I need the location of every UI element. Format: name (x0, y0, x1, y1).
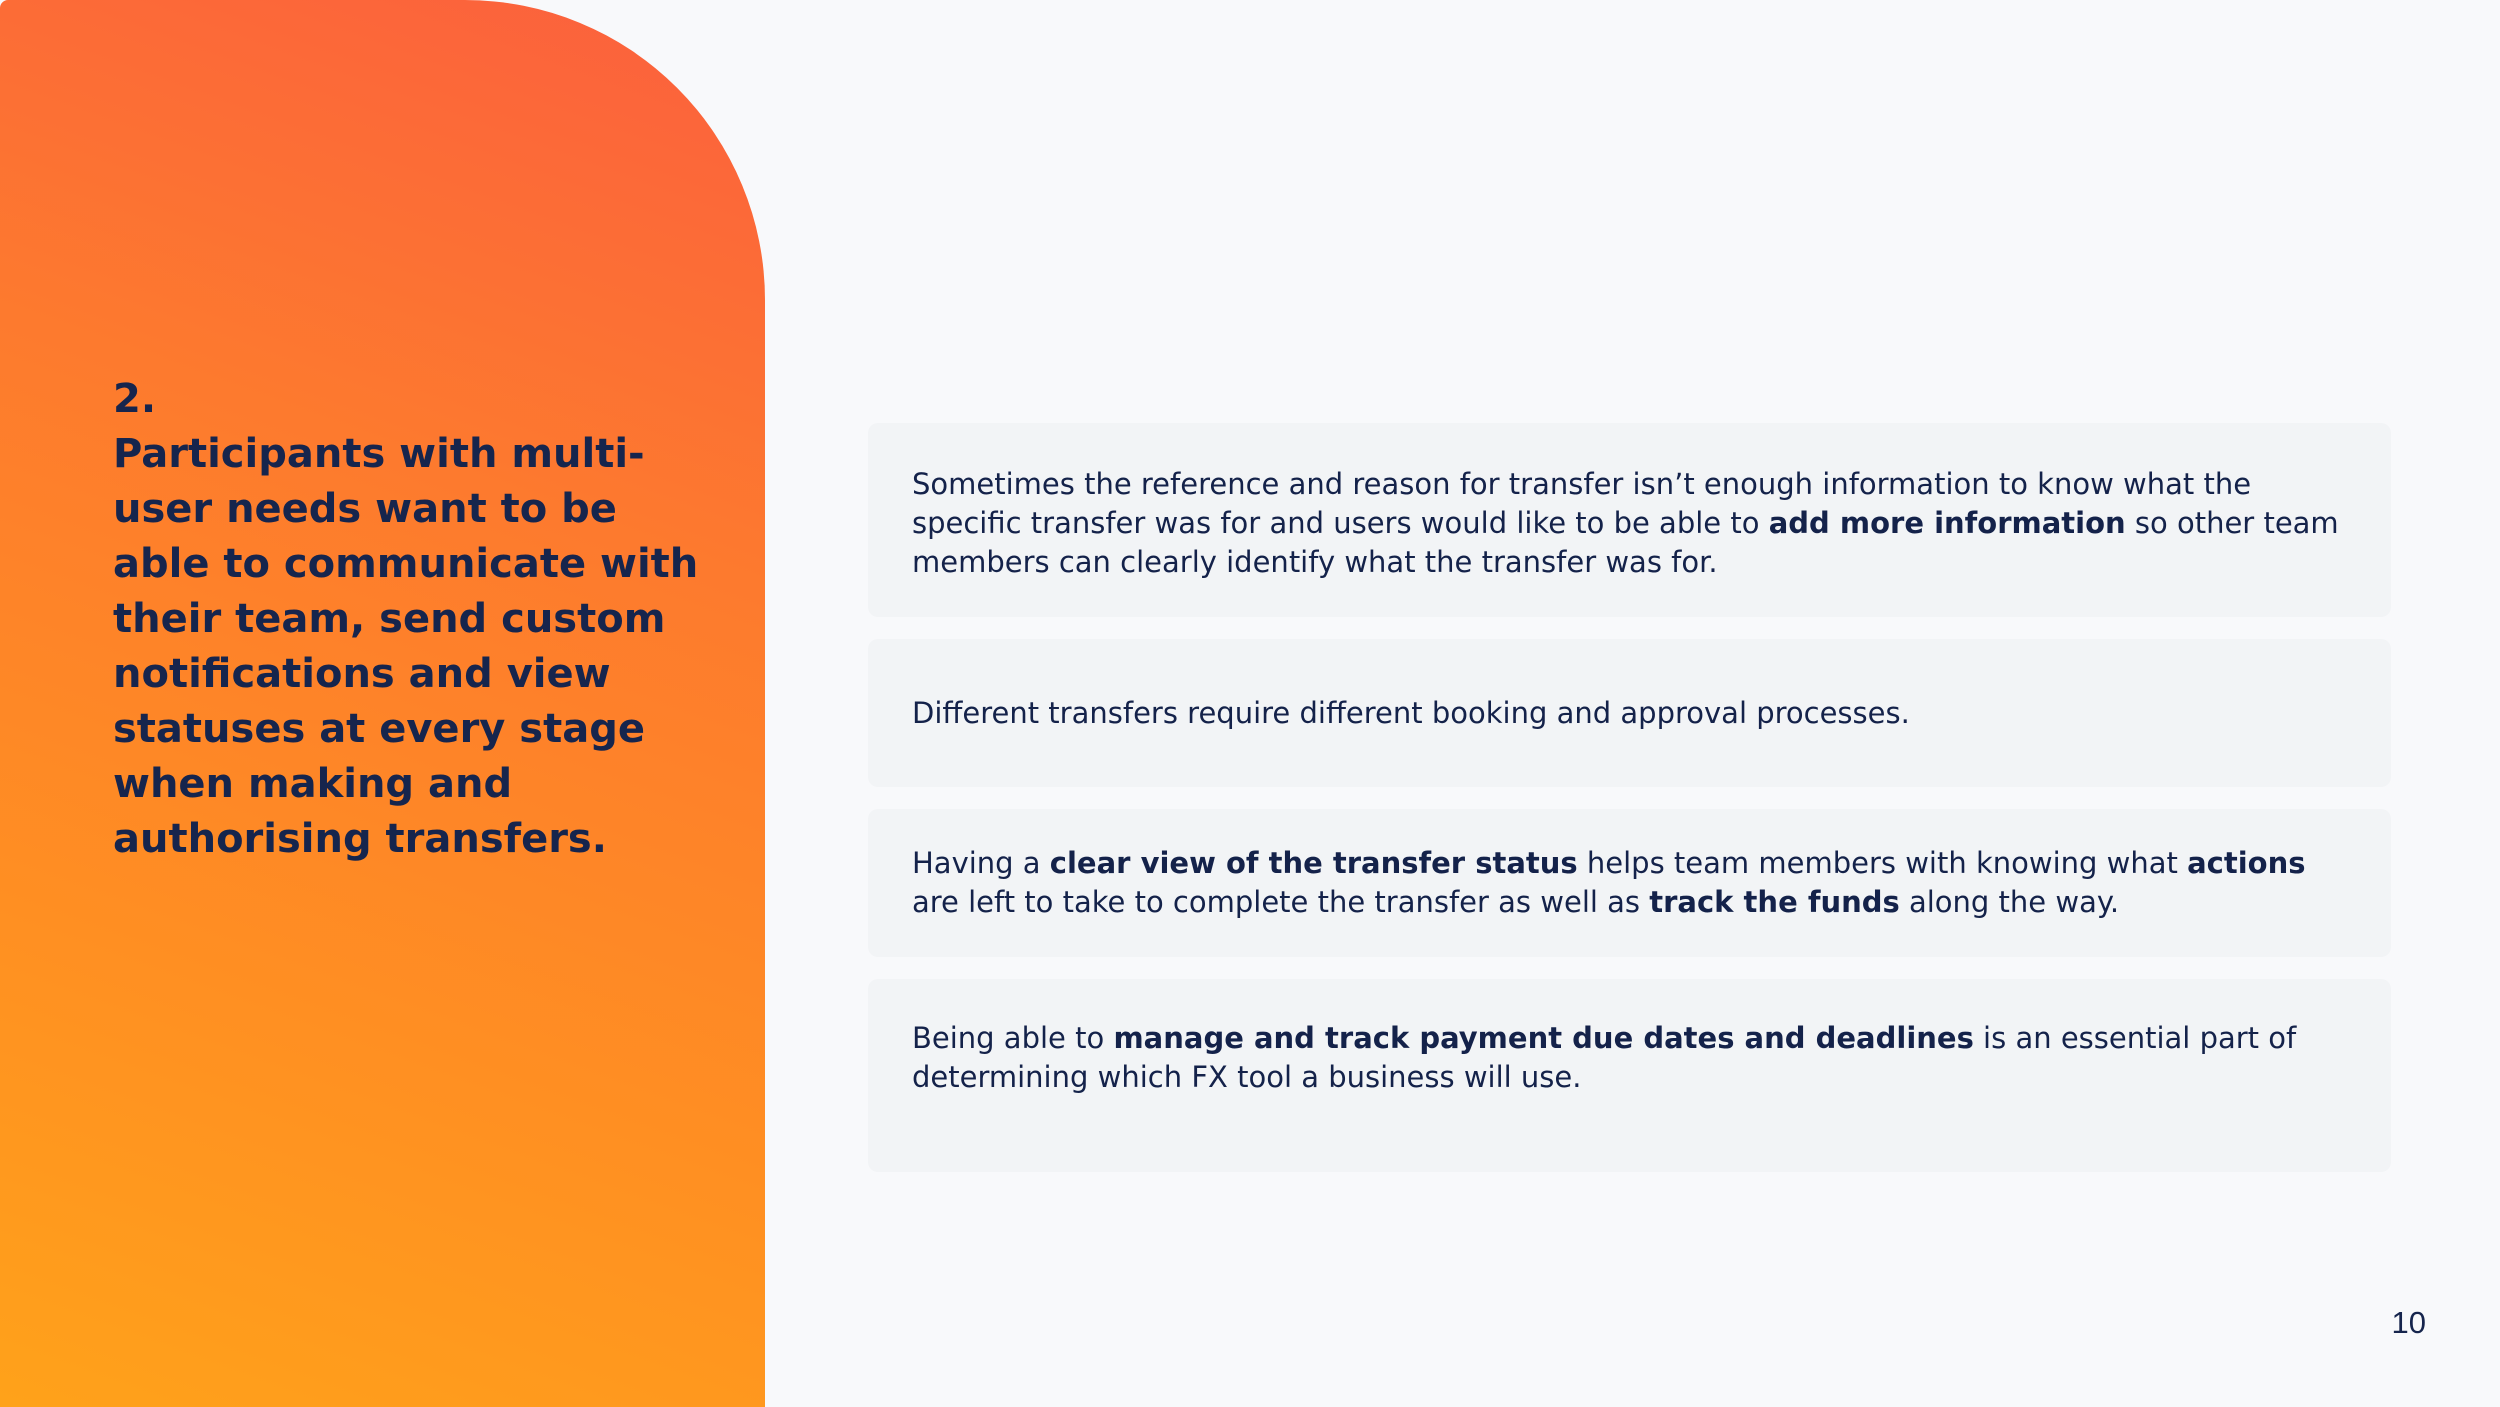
finding-card-due-dates (868, 979, 2391, 1172)
insight-title: Participants with multi-user needs want to be able to communicate with their team, send custom notifications and view statuses at every stage when making and authorising transfers. (113, 431, 699, 862)
findings-list (868, 423, 2391, 1172)
finding-card-add-information (868, 423, 2391, 617)
finding-card-transfer-status (868, 809, 2391, 957)
finding-card-approval-processes (868, 639, 2391, 787)
page-number: 10 (2391, 1305, 2426, 1340)
finding-text: Having a clear view of the transfer status helps team members with knowing what actions are left to take to complete the transfer as well as track the funds along the way. (912, 846, 2306, 919)
finding-text: Being able to manage and track payment due dates and deadlines is an essential part of determining which FX tool a business will use. (912, 1021, 2297, 1094)
insight-heading (113, 372, 723, 867)
gradient-side-panel (0, 0, 765, 1407)
finding-text: Sometimes the reference and reason for transfer isn’t enough information to know what the specific transfer was for and users would like to be able to add more information so other team members can clearly identify what the transfer was for. (912, 467, 2339, 579)
finding-text: Different transfers require different booking and approval processes. (912, 695, 1910, 730)
insight-number: 2. (113, 376, 157, 422)
